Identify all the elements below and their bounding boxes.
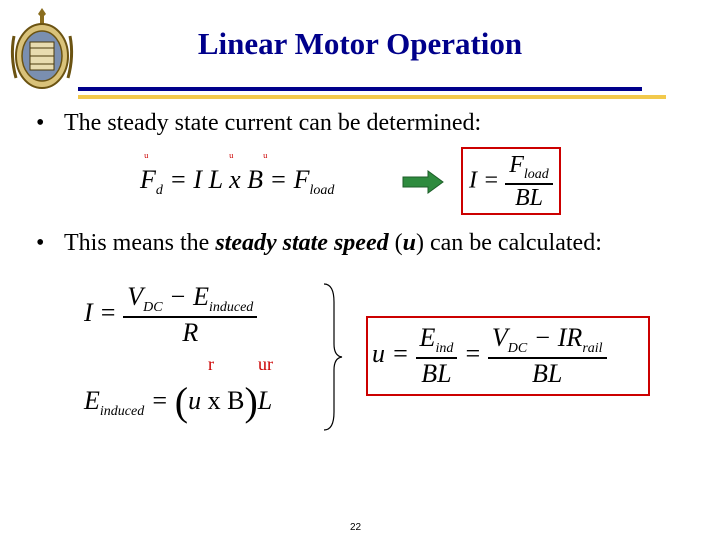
bullet-2: • This means the steady state speed (u) can be calculated: bbox=[36, 230, 602, 256]
page-number: 22 bbox=[350, 522, 362, 533]
bullet-dot: • bbox=[36, 230, 45, 256]
equation-current: I = $\frac{F_{load}}{BL}$ bbox=[469, 152, 553, 212]
slide-title: Linear Motor Operation bbox=[197, 26, 523, 61]
title-rule-blue bbox=[78, 87, 642, 91]
equation-emf: $E_{induced} = (u$ x B)L bbox=[84, 379, 273, 424]
equation-speed: u = $\frac{E_{ind}}{BL}$ = $\frac{V_{DC} - IR_{rail}}{BL}$ bbox=[372, 323, 607, 389]
vector-mark-u: r bbox=[208, 354, 214, 374]
equation-current-ohm: I = $\frac{V_{DC} - E_{induced}}{R}$ bbox=[84, 282, 257, 348]
bullet-1 bbox=[36, 110, 481, 137]
right-brace bbox=[322, 282, 344, 437]
vector-mark-B2: ur bbox=[258, 354, 273, 374]
bullet-1-text: The steady state current can be determined: bbox=[64, 110, 482, 136]
equation-force: $F_d = I$ L x $B = F_{load}$ bbox=[140, 165, 335, 198]
bullet-dot: • bbox=[36, 110, 45, 136]
right-arrow-icon bbox=[402, 170, 444, 199]
vector-mark-L: ᵘ bbox=[229, 151, 234, 166]
emphasis-steady-state-speed: steady state speed bbox=[215, 230, 389, 256]
title-rule-gold bbox=[78, 95, 666, 99]
vector-mark-B: ᵘ bbox=[263, 151, 268, 166]
vector-mark-F: ᵘ bbox=[144, 151, 149, 166]
